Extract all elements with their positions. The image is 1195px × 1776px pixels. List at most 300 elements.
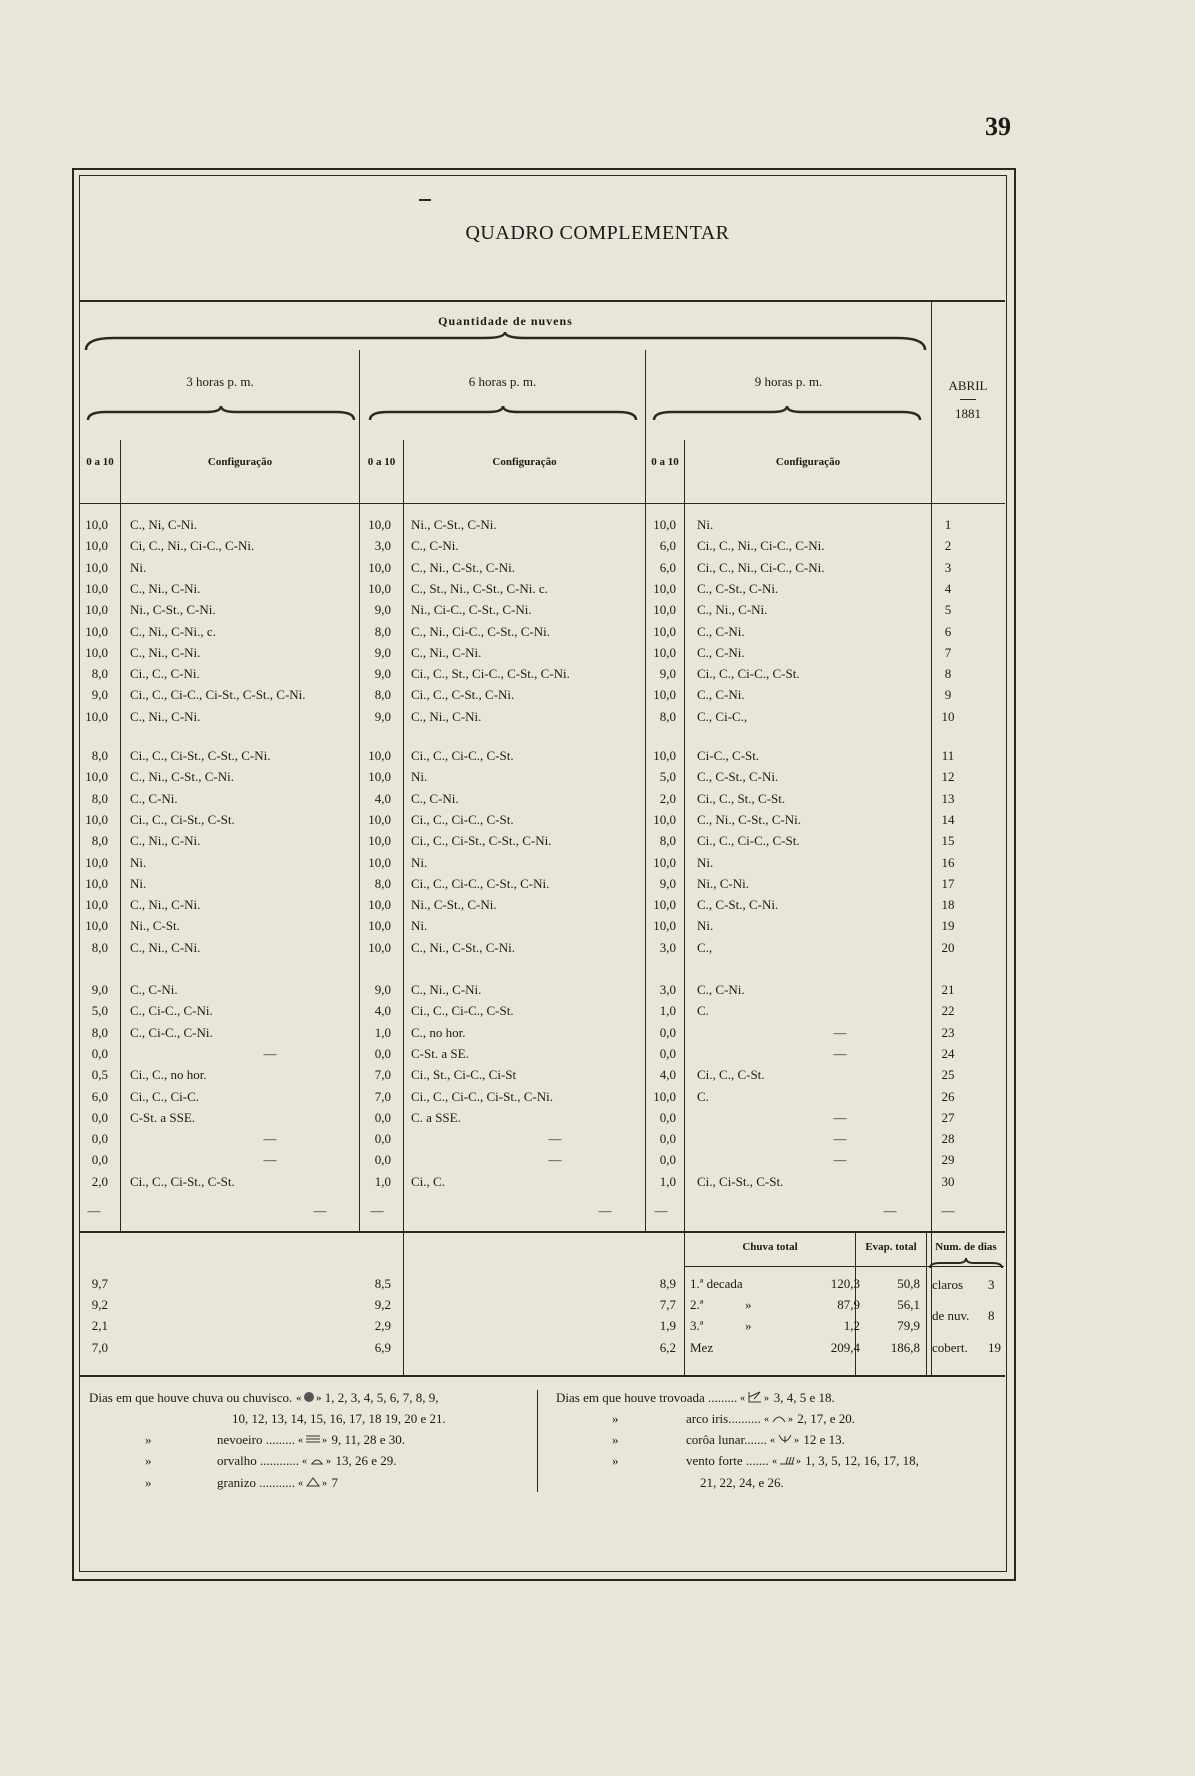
cloud-config-9pm: —	[833, 1024, 847, 1040]
table-row	[80, 982, 1004, 1002]
table-row	[80, 666, 1004, 686]
cloud-amount-3pm: 10,0	[85, 517, 108, 532]
table-row	[80, 940, 1004, 960]
cloud-amount-3pm: 0,0	[91, 1045, 108, 1061]
lunar-corona-symbol-icon	[770, 1433, 800, 1445]
subhead-config-2: Configuração	[492, 456, 557, 468]
subhead-amount-3: 0 a 10	[651, 456, 679, 468]
cloud-amount-6pm: 1,0	[374, 1173, 391, 1189]
fog-symbol-icon	[298, 1433, 328, 1445]
hail-line	[217, 1475, 338, 1491]
rain-total-value: 120,3	[830, 1276, 860, 1291]
cloud-amount-3pm: 10,0	[85, 644, 108, 660]
rain-total-header: Chuva total	[742, 1241, 798, 1253]
cloud-config-6pm: C., Ni., Ci-C., C-St., C-Ni.	[411, 623, 551, 639]
table-row	[80, 1131, 1004, 1151]
cloud-config-6pm: C., C-Ni.	[411, 790, 459, 806]
table-row	[80, 855, 1004, 875]
cloud-amount-6pm: 10,0	[368, 580, 391, 596]
cloud-amount-9pm: 10,0	[653, 854, 676, 870]
cloud-amount-6pm: 9,0	[374, 708, 391, 724]
cloud-amount-6pm: 9,0	[374, 644, 391, 660]
cloud-amount-6pm: 8,0	[374, 687, 391, 703]
dew-days: 13, 26 e 29.	[335, 1453, 397, 1468]
cloud-config-9pm: —	[833, 1131, 847, 1147]
cloud-config-3pm: C., Ni., C-Ni., c.	[130, 623, 216, 639]
day-number: 2	[944, 538, 952, 554]
cloud-config-3pm: —	[263, 1131, 277, 1147]
evap-total-value: 56,1	[897, 1297, 920, 1312]
rain-days-label: Dias em que houve chuva ou chuvisco.	[89, 1390, 293, 1405]
day-number: 23	[941, 1024, 955, 1040]
table-row	[80, 791, 1004, 811]
table-row	[80, 812, 1004, 832]
col-3pm-header: 3 horas p. m.	[186, 374, 254, 389]
cloud-config-9pm: Ci., C., Ni., Ci-C., C-Ni.	[697, 538, 825, 554]
ditto-mark: »	[145, 1475, 152, 1490]
cloud-amount-3pm: 0,0	[91, 1131, 108, 1147]
cloud-config-6pm: Ci., St., Ci-C., Ci-St	[411, 1067, 517, 1083]
thunder-symbol-icon	[740, 1390, 770, 1404]
day-number: 5	[944, 602, 952, 618]
hail-label: granizo ...........	[217, 1475, 295, 1490]
table-row	[80, 645, 1004, 665]
cloud-amount-9pm: 10,0	[653, 1088, 676, 1104]
strong-wind-days-2: 21, 22, 24, e 26.	[700, 1475, 784, 1490]
cloud-amount-3pm: 0,0	[91, 1109, 108, 1125]
fog-days: 9, 11, 28 e 30.	[331, 1432, 406, 1447]
summary-period: 3.ª	[690, 1318, 704, 1333]
summary-mean-6pm: 2,9	[374, 1318, 391, 1333]
rainbow-label: arco iris..........	[686, 1411, 761, 1426]
strong-wind-symbol-icon	[772, 1454, 802, 1466]
cloud-amount-9pm: 6,0	[659, 559, 676, 575]
day-number: 12	[941, 769, 955, 785]
brace-3pm	[86, 406, 356, 422]
table-row	[80, 769, 1004, 789]
cloud-amount-9pm: 0,0	[659, 1024, 676, 1040]
dash-row	[80, 1203, 1004, 1223]
rain-days-line	[89, 1390, 439, 1406]
year-label: 1881	[955, 406, 981, 421]
cloud-config-3pm: Ci., C., Ci-C., Ci-St., C-St., C-Ni.	[130, 687, 306, 703]
day-number: 4	[944, 580, 952, 596]
cloud-config-6pm: Ni.	[411, 918, 428, 934]
evap-total-header: Evap. total	[865, 1241, 917, 1253]
dew-line	[217, 1453, 397, 1469]
subhead-amount-1: 0 a 10	[86, 456, 114, 468]
day-number: 24	[941, 1045, 955, 1061]
day-number: 10	[941, 708, 955, 724]
days-cloudy	[932, 1308, 995, 1324]
strong-wind-line	[686, 1453, 919, 1469]
cloud-config-3pm: Ci., C., C-Ni.	[130, 666, 200, 682]
table-row	[80, 624, 1004, 644]
cloud-config-3pm: Ci., C., Ci-St., C-St.	[130, 1173, 235, 1189]
days-cloudy-value: 8	[988, 1308, 995, 1323]
cloud-config-3pm: C., Ni., C-Ni.	[130, 644, 201, 660]
days-count-header: Num. de dias	[935, 1241, 997, 1253]
cloud-amount-6pm: 4,0	[374, 1003, 391, 1019]
cloud-config-9pm: C.	[697, 1088, 709, 1104]
cloud-config-3pm: C., C-Ni.	[130, 982, 178, 997]
cloud-amount-3pm: 10,0	[85, 897, 108, 913]
cloud-config-9pm: C., C-Ni.	[697, 982, 745, 997]
cloud-amount-3pm: 9,0	[91, 687, 108, 703]
table-row	[80, 581, 1004, 601]
cloud-amount-6pm: 0,0	[374, 1152, 391, 1168]
cloud-amount-9pm: 10,0	[653, 623, 676, 639]
svg-text:»: »	[787, 1414, 793, 1424]
rain-symbol-icon	[296, 1390, 322, 1404]
cloud-config-6pm: C., Ni., C-Ni.	[411, 982, 482, 997]
summary-mean-9pm: 7,7	[659, 1297, 676, 1312]
cloud-amount-6pm: 10,0	[368, 833, 391, 849]
cloud-config-3pm: C., Ci-C., C-Ni.	[130, 1024, 213, 1040]
cloud-config-6pm: Ci., C., St., Ci-C., C-St., C-Ni.	[411, 666, 570, 682]
cloud-amount-9pm: 1,0	[659, 1003, 676, 1019]
cloud-config-9pm: Ci., C., C-St.	[697, 1067, 765, 1083]
thunder-days: 3, 4, 5 e 18.	[773, 1390, 835, 1405]
table-row	[80, 1046, 1004, 1066]
table-row	[80, 1110, 1004, 1130]
cloud-amount-3pm: 5,0	[91, 1003, 108, 1019]
cloud-config-9pm: C., C-Ni.	[697, 623, 745, 639]
cloud-amount-9pm: 2,0	[659, 790, 676, 806]
cloud-amount-9pm: 9,0	[659, 666, 676, 682]
cloud-amount-3pm: 10,0	[85, 708, 108, 724]
cloud-config-3pm: Ci., C., no hor.	[130, 1067, 207, 1083]
cloud-amount-6pm: 4,0	[374, 790, 391, 806]
ditto-mark: »	[745, 1297, 752, 1312]
cloud-config-6pm: C., Ni., C-Ni.	[411, 644, 482, 660]
cloud-amount-3pm: 6,0	[91, 1088, 108, 1104]
day-number: 17	[941, 875, 955, 891]
svg-text:«: «	[763, 1414, 769, 1424]
cloud-config-6pm: Ni.	[411, 854, 428, 870]
cloud-config-3pm: C., Ni., C-Ni.	[130, 939, 201, 955]
summary-mean-3pm: 9,2	[91, 1297, 108, 1312]
cloud-amount-9pm: 6,0	[659, 538, 676, 554]
day-number: 1	[944, 517, 952, 532]
cloud-config-9pm: Ni., C-Ni.	[697, 875, 749, 891]
cloud-amount-9pm: 10,0	[653, 897, 676, 913]
dash-cell: —	[941, 1203, 955, 1218]
lunar-corona-days: 12 e 13.	[803, 1432, 845, 1447]
table-row	[80, 602, 1004, 622]
cloud-amount-6pm: 7,0	[374, 1067, 391, 1083]
cloud-amount-6pm: 10,0	[368, 559, 391, 575]
cloud-config-9pm: C., C-St., C-Ni.	[697, 897, 779, 913]
day-number: 8	[944, 666, 952, 682]
title-dash	[419, 199, 431, 201]
day-number: 16	[941, 854, 955, 870]
cloud-config-9pm: —	[833, 1152, 847, 1168]
days-overcast	[932, 1340, 1001, 1356]
cloud-config-6pm: Ci., C., Ci-C., C-St.	[411, 1003, 514, 1019]
table-row	[80, 1089, 1004, 1109]
table-row	[80, 1067, 1004, 1087]
svg-text:»: »	[322, 1478, 328, 1488]
dash-cell: —	[654, 1203, 668, 1218]
cloud-amount-9pm: 5,0	[659, 769, 676, 785]
evap-total-value: 186,8	[890, 1340, 920, 1355]
table-row	[80, 709, 1004, 729]
header-bottom-rule	[80, 503, 1005, 504]
cloud-amount-3pm: 10,0	[85, 559, 108, 575]
dash-cell: —	[598, 1203, 612, 1218]
cloud-amount-9pm: 0,0	[659, 1045, 676, 1061]
cloud-amount-3pm: 10,0	[85, 538, 108, 554]
dash-cell: —	[87, 1203, 101, 1218]
dash-cell: —	[883, 1203, 897, 1218]
table-row	[80, 560, 1004, 580]
table-row	[80, 687, 1004, 707]
summary-row	[80, 1297, 1004, 1317]
svg-text:«: «	[295, 1392, 302, 1404]
cloud-amount-6pm: 8,0	[374, 623, 391, 639]
table-row	[80, 897, 1004, 917]
summary-row	[80, 1318, 1004, 1338]
cloud-amount-6pm: 9,0	[374, 602, 391, 618]
summary-mean-6pm: 8,5	[374, 1276, 391, 1291]
cloud-config-9pm: Ci-C., C-St.	[697, 748, 760, 763]
cloud-amount-3pm: 8,0	[91, 939, 108, 955]
cloud-config-9pm: —	[833, 1109, 847, 1125]
day-number: 14	[941, 811, 955, 827]
cloud-config-3pm: Ci, C., Ni., Ci-C., C-Ni.	[130, 538, 255, 554]
cloud-amount-9pm: 10,0	[653, 748, 676, 763]
summary-mean-9pm: 6,2	[659, 1340, 676, 1355]
cloud-config-6pm: Ni., Ci-C., C-St., C-Ni.	[411, 602, 532, 618]
cloud-config-9pm: Ni.	[697, 854, 714, 870]
day-number: 30	[941, 1173, 955, 1189]
cloud-amount-9pm: 10,0	[653, 687, 676, 703]
day-number: 29	[941, 1152, 955, 1168]
cloud-config-6pm: C., Ni., C-St., C-Ni.	[411, 559, 516, 575]
lunar-corona-label: corôa lunar.......	[686, 1432, 767, 1447]
cloud-config-9pm: C., Ci-C.,	[697, 708, 748, 724]
summary-mean-6pm: 9,2	[374, 1297, 391, 1312]
cloud-config-9pm: C., C-Ni.	[697, 644, 745, 660]
cloud-amount-6pm: 7,0	[374, 1088, 391, 1104]
cloud-amount-6pm: 1,0	[374, 1024, 391, 1040]
cloud-config-3pm: Ci., C., Ci-St., C-St., C-Ni.	[130, 748, 271, 763]
cloud-config-9pm: Ci., C., Ni., Ci-C., C-Ni.	[697, 559, 825, 575]
day-number: 26	[941, 1088, 955, 1104]
cloud-amount-6pm: 0,0	[374, 1109, 391, 1125]
dash-cell: —	[313, 1203, 327, 1218]
title-separator	[80, 300, 1005, 302]
cloud-amount-9pm: 3,0	[659, 939, 676, 955]
ditto-mark: »	[612, 1453, 619, 1468]
summary-period: Mez	[690, 1340, 714, 1355]
cloud-amount-9pm: 1,0	[659, 1173, 676, 1189]
day-number: 13	[941, 790, 955, 806]
cloud-amount-3pm: 10,0	[85, 811, 108, 827]
rain-days-list: 1, 2, 3, 4, 5, 6, 7, 8, 9,	[324, 1390, 439, 1405]
cloud-config-3pm: C., Ci-C., C-Ni.	[130, 1003, 213, 1019]
page-number: 39	[985, 112, 1011, 141]
cloud-amount-9pm: 0,0	[659, 1131, 676, 1147]
ditto-mark: »	[145, 1453, 152, 1468]
cloud-config-9pm: C.	[697, 1003, 709, 1019]
cloud-config-3pm: C., Ni., C-St., C-Ni.	[130, 769, 235, 785]
table-row	[80, 833, 1004, 853]
rain-total-value: 87,9	[837, 1297, 860, 1312]
summary-mean-9pm: 8,9	[659, 1276, 676, 1291]
month-rule	[960, 399, 976, 400]
table-row	[80, 1003, 1004, 1023]
cloud-config-9pm: C.,	[697, 939, 713, 955]
cloud-amount-6pm: 10,0	[368, 897, 391, 913]
cloud-amount-6pm: 8,0	[374, 875, 391, 891]
day-number: 19	[941, 918, 955, 934]
cloud-config-3pm: —	[263, 1045, 277, 1061]
hail-days: 7	[331, 1475, 338, 1490]
cloud-amount-3pm: 10,0	[85, 875, 108, 891]
cloud-amount-3pm: 10,0	[85, 769, 108, 785]
cloud-amount-3pm: 9,0	[91, 982, 108, 997]
cloud-amount-9pm: 10,0	[653, 517, 676, 532]
cloud-amount-6pm: 10,0	[368, 918, 391, 934]
col-6pm-header: 6 horas p. m.	[468, 374, 537, 389]
day-number: 27	[941, 1109, 955, 1125]
cloud-config-6pm: Ni.	[411, 769, 428, 785]
ditto-mark: »	[145, 1432, 152, 1447]
cloud-config-9pm: C., Ni., C-St., C-Ni.	[697, 811, 802, 827]
cloud-amount-9pm: 9,0	[659, 875, 676, 891]
table-row	[80, 1174, 1004, 1194]
cloud-amount-3pm: 8,0	[91, 748, 108, 763]
cloud-amount-9pm: 10,0	[653, 602, 676, 618]
subhead-amount-2: 0 a 10	[367, 456, 396, 468]
table-row	[80, 1025, 1004, 1045]
cloud-config-9pm: Ci., C., St., C-St.	[697, 790, 786, 806]
svg-text:«: «	[770, 1435, 776, 1445]
strong-wind-label: vento forte .......	[686, 1453, 769, 1468]
dew-symbol-icon	[302, 1454, 332, 1466]
table-row	[80, 876, 1004, 896]
footer-divider	[537, 1390, 538, 1492]
rainbow-symbol-icon	[764, 1412, 794, 1424]
cloud-amount-3pm: 0,5	[91, 1067, 108, 1083]
cloud-config-9pm: C., C-Ni.	[697, 687, 745, 703]
days-clear	[932, 1277, 995, 1293]
cloud-config-3pm: C., C-Ni.	[130, 790, 178, 806]
cloud-config-6pm: Ci., C., C-St., C-Ni.	[411, 687, 515, 703]
cloud-amount-3pm: 10,0	[85, 854, 108, 870]
cloud-amount-9pm: 8,0	[659, 833, 676, 849]
rain-days-list-2: 10, 12, 13, 14, 15, 16, 17, 18 19, 20 e 21.	[232, 1411, 446, 1426]
cloud-amount-6pm: 10,0	[368, 939, 391, 955]
cloud-config-3pm: C., Ni., C-Ni.	[130, 833, 201, 849]
days-overcast-value: 19	[988, 1340, 1001, 1355]
cloud-config-6pm: —	[548, 1131, 562, 1147]
cloud-config-3pm: Ni.	[130, 875, 147, 891]
day-number: 11	[941, 748, 955, 763]
summary-period: 2.ª	[690, 1297, 704, 1312]
cloud-config-3pm: Ni., C-St.	[130, 918, 180, 934]
cloud-amount-6pm: 3,0	[374, 538, 391, 554]
cloud-config-6pm: C-St. a SE.	[411, 1045, 469, 1061]
cloud-amount-3pm: 8,0	[91, 1024, 108, 1040]
svg-text:»: »	[764, 1393, 770, 1404]
svg-text:«: «	[771, 1456, 777, 1466]
summary-row	[80, 1340, 1004, 1360]
col-9pm-header: 9 horas p. m.	[754, 374, 823, 389]
cloud-config-6pm: C., Ni., C-Ni.	[411, 708, 482, 724]
cloud-amount-9pm: 4,0	[659, 1067, 676, 1083]
cloud-config-9pm: —	[833, 1045, 847, 1061]
table-row	[80, 918, 1004, 938]
dash-cell: —	[370, 1203, 384, 1218]
cloud-amount-3pm: 10,0	[85, 623, 108, 639]
summary-mean-3pm: 7,0	[91, 1340, 108, 1355]
svg-text:»: »	[315, 1392, 322, 1404]
svg-text:«: «	[302, 1456, 308, 1466]
summary-mean-3pm: 2,1	[91, 1318, 108, 1333]
rain-total-value: 209,4	[830, 1340, 860, 1355]
summary-mean-3pm: 9,7	[91, 1276, 108, 1291]
brace-9pm	[652, 406, 922, 422]
cloud-amount-9pm: 3,0	[659, 982, 676, 997]
svg-text:«: «	[298, 1435, 304, 1445]
cloud-amount-6pm: 10,0	[368, 854, 391, 870]
cloud-amount-3pm: 0,0	[91, 1152, 108, 1168]
rainbow-days: 2, 17, e 20.	[797, 1411, 856, 1426]
evap-total-value: 79,9	[897, 1318, 920, 1333]
day-number: 6	[944, 623, 952, 639]
page-title: QUADRO COMPLEMENTAR	[465, 222, 730, 244]
cloud-config-6pm: Ci., C., Ci-C., C-St.	[411, 811, 514, 827]
ditto-mark: »	[612, 1411, 619, 1426]
days-overcast-label: cobert.	[932, 1340, 968, 1355]
rainbow-line	[686, 1411, 855, 1427]
cloud-config-9pm: C., C-St., C-Ni.	[697, 580, 779, 596]
cloud-config-3pm: C-St. a SSE.	[130, 1109, 196, 1125]
cloud-config-9pm: Ci., Ci-St., C-St.	[697, 1173, 784, 1189]
cloud-config-3pm: Ci., C., Ci-St., C-St.	[130, 811, 235, 827]
summary-mean-6pm: 6,9	[374, 1340, 391, 1355]
cloud-config-9pm: Ci., C., Ci-C., C-St.	[697, 666, 800, 682]
cloud-config-6pm: Ci., C., Ci-C., Ci-St., C-Ni.	[411, 1088, 553, 1104]
cloud-config-3pm: Ni., C-St., C-Ni.	[130, 602, 216, 618]
cloud-config-3pm: C., Ni., C-Ni.	[130, 580, 201, 596]
day-number: 28	[941, 1131, 955, 1147]
strong-wind-days: 1, 3, 5, 12, 16, 17, 18,	[805, 1453, 919, 1468]
svg-text:«: «	[298, 1478, 304, 1488]
cloud-config-3pm: Ci., C., Ci-C.	[130, 1088, 199, 1104]
cloud-amount-9pm: 8,0	[659, 708, 676, 724]
day-number: 25	[941, 1067, 955, 1083]
cloud-config-6pm: C., no hor.	[411, 1024, 466, 1040]
evap-total-value: 50,8	[897, 1276, 920, 1291]
cloud-config-9pm: Ci., C., Ci-C., C-St.	[697, 833, 800, 849]
svg-text:«: «	[740, 1393, 746, 1404]
day-number: 21	[941, 982, 955, 997]
cloud-config-6pm: C. a SSE.	[411, 1109, 461, 1125]
cloud-amount-9pm: 10,0	[653, 580, 676, 596]
thunder-label: Dias em que houve trovoada .........	[556, 1390, 738, 1405]
cloud-amount-9pm: 0,0	[659, 1109, 676, 1125]
cloud-amount-3pm: 10,0	[85, 918, 108, 934]
summary-top-rule	[80, 1231, 1005, 1233]
summary-period: 1.ª decada	[690, 1276, 743, 1291]
cloud-amount-9pm: 10,0	[653, 918, 676, 934]
cloud-amount-9pm: 10,0	[653, 644, 676, 660]
days-cloudy-label: de nuv.	[932, 1308, 970, 1323]
